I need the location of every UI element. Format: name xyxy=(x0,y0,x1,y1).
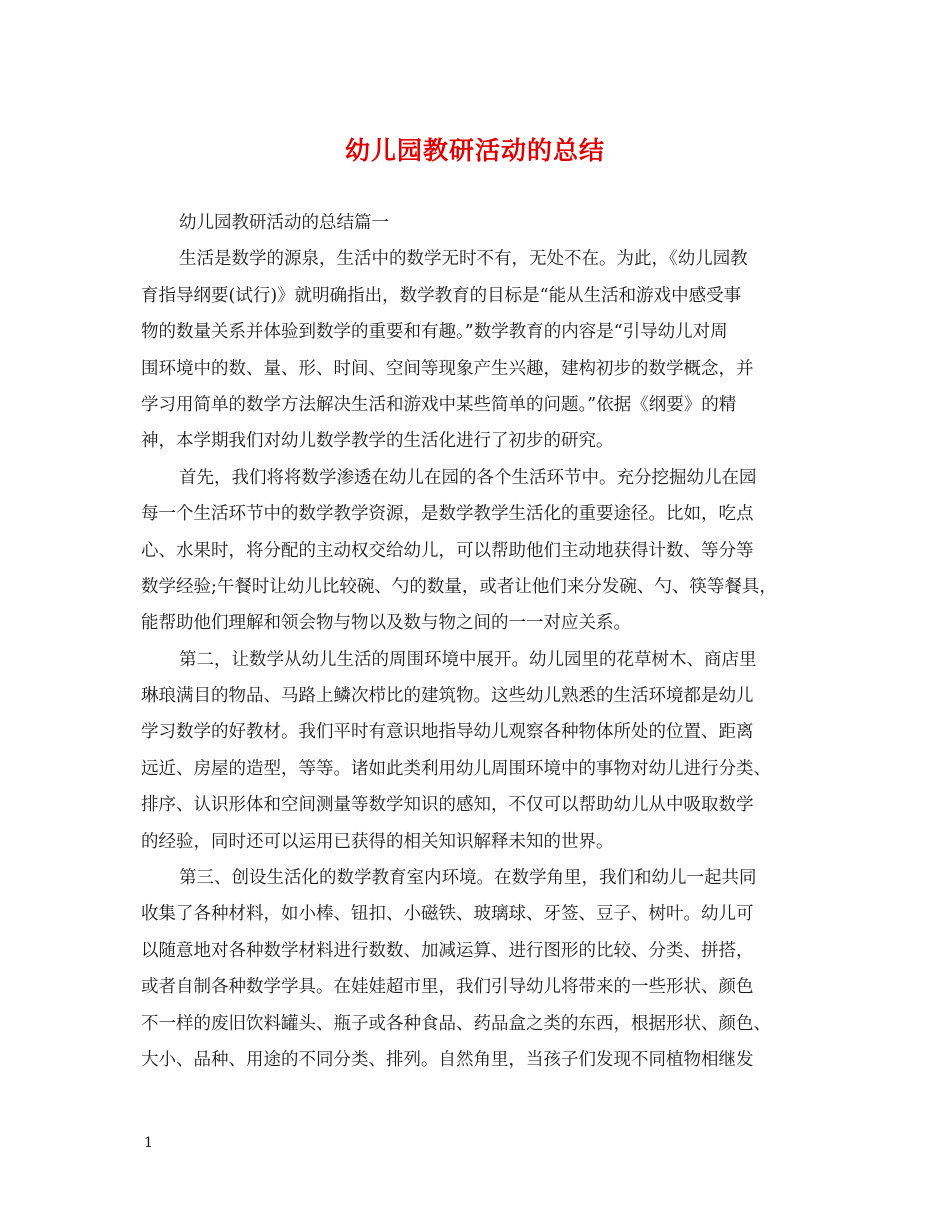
body-line: 第三、创设生活化的数学教育室内环境。在数学角里，我们和幼儿一起共同 xyxy=(179,868,757,889)
page-number: 1 xyxy=(144,1135,153,1151)
body-line: 不一样的废旧饮料罐头、瓶子或各种食品、药品盒之类的东西，根据形状、颜色、 xyxy=(141,1013,771,1034)
body-line: 排序、认识形体和空间测量等数学知识的感知，不仅可以帮助幼儿从中吸取数学 xyxy=(141,795,754,816)
body-line: 数学经验;午餐时让幼儿比较碗、勺的数量，或者让他们来分发碗、勺、筷等餐具， xyxy=(141,576,777,597)
body-line: 学习用简单的数学方法解决生活和游戏中某些简单的问题。”依据《纲要》的精 xyxy=(141,394,737,415)
body-line: 心、水果时，将分配的主动权交给幼儿，可以帮助他们主动地获得计数、等分等 xyxy=(141,540,754,561)
body-line: 大小、品种、用途的不同分类、排列。自然角里，当孩子们发现不同植物相继发 xyxy=(141,1049,754,1070)
body-line: 第二，让数学从幼儿生活的周围环境中展开。幼儿园里的花草树木、商店里 xyxy=(179,649,757,670)
body-line: 每一个生活环节中的数学教学资源，是数学教学生活化的重要途径。比如，吃点 xyxy=(141,504,754,525)
body-line: 学习数学的好教材。我们平时有意识地指导幼儿观察各种物体所处的位置、距离 xyxy=(141,722,754,743)
body-line: 或者自制各种数学学具。在娃娃超市里，我们引导幼儿将带来的一些形状、颜色 xyxy=(141,977,754,998)
body-line: 的经验，同时还可以运用已获得的相关知识解释未知的世界。 xyxy=(141,831,614,852)
document-title: 幼儿园教研活动的总结 xyxy=(344,136,605,165)
body-line: 远近、房屋的造型，等等。诸如此类利用幼儿周围环境中的事物对幼儿进行分类、 xyxy=(141,758,771,779)
body-line: 首先，我们将将数学渗透在幼儿在园的各个生活环节中。充分挖掘幼儿在园 xyxy=(179,467,757,488)
document-body xyxy=(141,205,811,1078)
body-line: 收集了各种材料，如小棒、钮扣、小磁铁、玻璃球、牙签、豆子、树叶。幼儿可 xyxy=(141,904,754,925)
body-line: 琳琅满目的物品、马路上鳞次栉比的建筑物。这些幼儿熟悉的生活环境都是幼儿 xyxy=(141,686,754,707)
body-line: 幼儿园教研活动的总结篇一 xyxy=(179,213,389,233)
body-line: 围环境中的数、量、形、时间、空间等现象产生兴趣，建构初步的数学概念，并 xyxy=(141,358,754,379)
body-line: 育指导纲要(试行)》就明确指出，数学教育的目标是“能从生活和游戏中感受事 xyxy=(141,285,742,306)
body-line: 以随意地对各种数学材料进行数数、加减运算、进行图形的比较、分类、拼搭， xyxy=(141,940,754,961)
body-line: 生活是数学的源泉，生活中的数学无时不有，无处不在。为此，《幼儿园教 xyxy=(179,249,748,270)
body-line: 物的数量关系并体验到数学的重要和有趣。”数学教育的内容是“引导幼儿对周 xyxy=(141,322,728,343)
body-line: 能帮助他们理解和领会物与物以及数与物之间的一一对应关系。 xyxy=(141,613,631,634)
body-line: 神，本学期我们对幼儿数学教学的生活化进行了初步的研究。 xyxy=(141,431,614,452)
